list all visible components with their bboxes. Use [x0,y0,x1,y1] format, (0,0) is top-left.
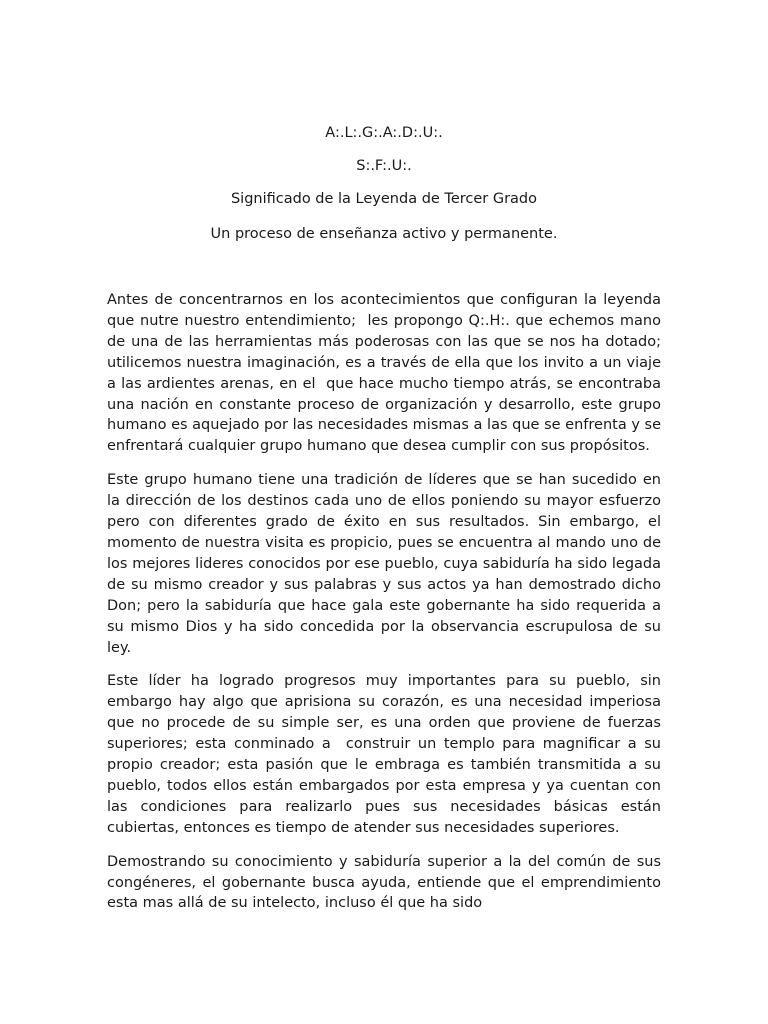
heading-sfu: S:.F:.U:. [356,158,412,174]
paragraph-3: Este líder ha logrado progresos muy importantes para su pueblo, sin embargo hay algo que aprisiona su corazón, es una necesidad imperiosa que no procede de su simple ser, es una orden que proviene de fuerzas superiores; esta conminado a construir un templo para magnificar a su propio creador; esta pasión que le embraga es también transmitida a su pueblo, todos ellos están embargados por esta empresa y ya cuentan con las condiciones para realizarlo pues sus necesidades básicas están cubiertas, entonces es tiempo de atender sus necesidades superiores. [107,673,666,836]
paragraph-1: Antes de concentrarnos en los acontecimientos que configuran la leyenda que nutre nuestro entendimiento; les propongo Q:.H:. que echemos mano de una de las herramientas más poderosas con las que se nos ha dotado; utilicemos nuestra imaginación, es a través de ella que los invito a un viaje a las ardientes arenas, en el que hace mucho tiempo atrás, se encontraba una nación en constante proceso de organización y desarrollo, este grupo humano es aquejado por las necesidades mismas a las que se enfrenta y se enfrentará cualquier grupo humano que desea cumplir con sus propósitos. [107,292,666,455]
document-title: Significado de la Leyenda de Tercer Grado [230,191,538,207]
paragraph-4: Demostrando su conocimiento y sabiduría superior a la del común de sus congéneres, el gobernante busca ayuda, entiende que el emprendimiento esta mas allá de su intelecto, incluso él que ha sido [107,853,666,912]
body-text [107,290,671,927]
heading-initials: A:.L:.G:.A:.D:.U:. [325,125,443,141]
paragraph-2: Este grupo humano tiene una tradición de líderes que se han sucedido en la dirección de los destinos cada uno de ellos poniendo su mayor esfuerzo pero con diferentes grado de éxito en sus resultados. Sin embargo, el momento de nuestra visita es propicio, pues se encuentra al mando uno de los mejores lideres conocidos por ese pueblo, cuya sabiduría ha sido legada de su mismo creador y sus palabras y sus actos ya han demostrado dicho Don; pero la sabiduría que hace gala este gobernante ha sido requerida a su mismo Dios y ha sido concedida por la observancia escrupulosa de su ley. [107,472,671,656]
document-subtitle: Un proceso de enseñanza activo y permanente. [210,226,558,242]
